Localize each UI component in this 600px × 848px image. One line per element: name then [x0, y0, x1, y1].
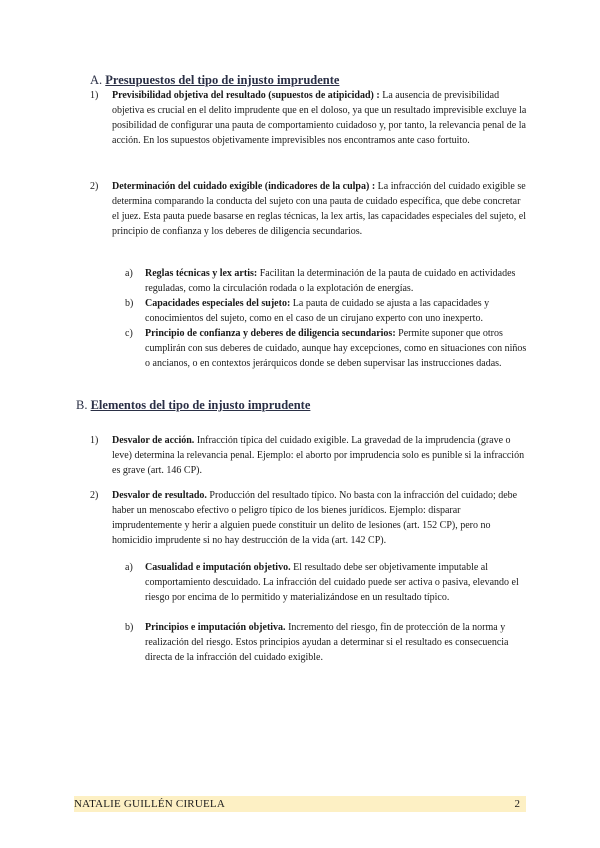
section-b-subitem-a — [125, 560, 529, 605]
item-lead: Desvalor de acción. — [112, 435, 195, 446]
item-number: 1) — [90, 90, 99, 101]
page-footer — [74, 796, 526, 812]
item-body — [112, 433, 528, 478]
item-body — [112, 179, 528, 239]
item-number: 2) — [90, 490, 99, 501]
subitem-text: Incremento del riesgo, fin de protección de la norma y realización del riesgo. Estos principios ayudan a determinar si el resultado es consecuencia directa de la infracción del cuidado exigible. — [145, 622, 509, 663]
subitem-letter: b) — [125, 622, 134, 633]
item-text: Producción del resultado típico. No basta con la infracción del cuidado; debe haber un menoscabo efectivo o peligro típico de los bienes jurídicos. Ejemplo: disparar imprudentemente y herir a alguien puede constituir un delito de lesiones (art. 152 CP), pero no homicidio imprudente si no hay destrucción de la vida (art. 142 CP). — [112, 490, 518, 546]
subitem-letter: c) — [125, 328, 133, 339]
item-lead: Determinación del cuidado exigible (indicadores de la culpa) : — [112, 181, 376, 192]
subitem-lead: Capacidades especiales del sujeto: — [145, 298, 291, 309]
section-a-title: Presupuestos del tipo de injusto imprudente — [105, 73, 340, 87]
footer-author: NATALIE GUILLÉN CIRUELA — [74, 798, 225, 810]
section-a-subitem-b — [125, 296, 529, 326]
page-number: 2 — [514, 798, 520, 810]
section-b-title: Elementos del tipo de injusto imprudente — [90, 398, 311, 412]
subitem-letter: b) — [125, 298, 134, 309]
subitem-lead: Reglas técnicas y lex artis: — [145, 268, 258, 279]
section-b-item-1 — [90, 433, 528, 478]
section-a-heading — [90, 72, 339, 88]
item-text: Infracción típica del cuidado exigible. La gravedad de la imprudencia (grave o leve) determina la relevancia penal. Ejemplo: el aborto por imprudencia solo es punible si la infracción es grave (art. 146 CP). — [112, 435, 525, 476]
subitem-text: El resultado debe ser objetivamente imputable al comportamiento descuidado. La infracción del cuidado puede ser activa o pasiva, elevando el riesgo por encima de lo permitido y materializándose en un resultado típico. — [145, 562, 519, 603]
subitem-body — [145, 620, 529, 665]
section-a-letter: A. — [90, 73, 103, 87]
subitem-lead: Casualidad e imputación objetivo. — [145, 562, 291, 573]
section-b-heading — [76, 397, 310, 413]
subitem-letter: a) — [125, 562, 133, 573]
item-lead: Desvalor de resultado. — [112, 490, 207, 501]
item-lead: Previsibilidad objetiva del resultado (supuestos de atipicidad) : — [112, 90, 380, 101]
section-a-item-1 — [90, 88, 528, 148]
item-number: 1) — [90, 435, 99, 446]
section-b-subitem-b — [125, 620, 529, 665]
section-a-subitem-c — [125, 326, 529, 371]
item-text: La ausencia de previsibilidad objetiva es crucial en el delito imprudente que en el doloso, ya que un resultado imprevisible excluye la posibilidad de configurar una pauta de comportamiento cuidadoso y, por tanto, la relevancia penal de la acción. En los supuestos objetivamente imprevisibles nos encontramos ante caso fortuito. — [112, 90, 527, 146]
section-b-letter: B. — [76, 398, 88, 412]
subitem-text: La pauta de cuidado se ajusta a las capacidades y conocimientos del sujeto, como en el caso de un cirujano experto con uno inexperto. — [145, 298, 490, 324]
subitem-text: Facilitan la determinación de la pauta de cuidado en actividades reguladas, como la circulación rodada o la explotación de energías. — [145, 268, 516, 294]
item-body — [112, 88, 528, 148]
subitem-body — [145, 326, 529, 371]
subitem-letter: a) — [125, 268, 133, 279]
item-number: 2) — [90, 181, 99, 192]
subitem-text: Permite suponer que otros cumplirán con sus deberes de cuidado, aunque hay excepciones, como en situaciones con niños o ancianos, o en contextos jerárquicos donde se deben supervisar las instrucciones dadas. — [145, 328, 527, 369]
subitem-body — [145, 266, 529, 296]
item-text: La infracción del cuidado exigible se determina comparando la conducta del sujeto con una pauta de cuidado específica, que debe concretar el juez. Esta pauta puede basarse en reglas técnicas, la lex artis, las capacidades especiales del sujeto, el principio de confianza y los deberes de diligencia secundarios. — [112, 181, 526, 237]
section-a-subitem-a — [125, 266, 529, 296]
item-body — [112, 488, 528, 548]
subitem-lead: Principio de confianza y deberes de diligencia secundarios: — [145, 328, 396, 339]
section-a-item-2 — [90, 179, 528, 239]
subitem-lead: Principios e imputación objetiva. — [145, 622, 286, 633]
section-b-item-2 — [90, 488, 528, 548]
subitem-body — [145, 560, 529, 605]
subitem-body — [145, 296, 529, 326]
